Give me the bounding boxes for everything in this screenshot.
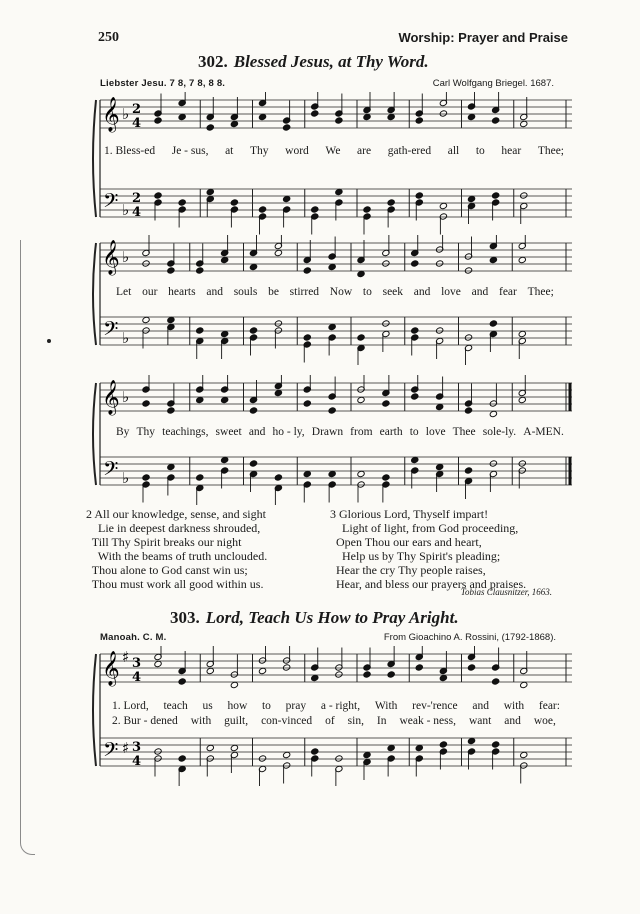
- hymn-303-number: 303.: [170, 608, 200, 627]
- lyric-syllable: con-vinced: [261, 715, 313, 727]
- lyric-syllable: guilt,: [224, 715, 249, 727]
- lyric-syllable: with: [190, 715, 212, 727]
- lyric-syllable: how: [227, 700, 248, 712]
- lyric-syllable: from: [350, 426, 373, 438]
- lyric-syllable: fear: [499, 286, 517, 298]
- hymn-303-title: [170, 608, 459, 628]
- svg-text:♭: ♭: [122, 469, 130, 487]
- lyric-syllable: all: [447, 145, 460, 157]
- lyric-syllable: and: [471, 286, 489, 298]
- svg-text:𝄢: 𝄢: [103, 317, 119, 345]
- lyric-syllable: earth: [379, 426, 403, 438]
- lyric-syllable: ho - ly,: [272, 426, 305, 438]
- lyric-syllable: A-MEN.: [523, 426, 564, 438]
- lyric-syllable: and: [206, 286, 223, 298]
- lyric-syllable: and: [413, 286, 431, 298]
- lyric-syllable: our: [142, 286, 158, 298]
- lyric-syllable: By: [116, 426, 130, 438]
- lyric-syllable: word: [285, 145, 309, 157]
- svg-text:♯: ♯: [122, 648, 130, 666]
- svg-text:𝄞: 𝄞: [102, 97, 120, 132]
- lyric-syllable: souls: [233, 286, 258, 298]
- hymn-303-composer: From Gioachino A. Rossini, (1792-1868).: [383, 632, 556, 643]
- margin-dot: [47, 339, 51, 343]
- lyric-syllable: Je - sus,: [171, 145, 209, 157]
- svg-text:2: 2: [132, 102, 142, 117]
- lyric-syllable: us: [202, 700, 213, 712]
- lyric-syllable: sweet: [215, 426, 242, 438]
- page-number: 250: [98, 30, 119, 45]
- lyric-syllable: be: [268, 286, 279, 298]
- lyric-syllable: Drawn: [311, 426, 344, 438]
- lyric-syllable: With: [374, 700, 398, 712]
- music-staff: [82, 375, 572, 505]
- svg-text:𝄞: 𝄞: [102, 380, 120, 415]
- lyric-line: [104, 145, 564, 157]
- hymn-302-author: Tobias Clausnitzer, 1663.: [460, 587, 552, 597]
- lyric-syllable: to: [475, 145, 485, 157]
- music-staff: [82, 92, 572, 237]
- lyric-line: [116, 286, 554, 298]
- svg-text:𝄢: 𝄢: [103, 738, 119, 766]
- lyric-syllable: love: [425, 426, 446, 438]
- svg-text:3: 3: [132, 740, 142, 755]
- lyric-syllable: pray: [285, 700, 307, 712]
- lyric-syllable: to: [362, 286, 372, 298]
- lyric-syllable: Let: [116, 286, 132, 298]
- svg-text:2: 2: [132, 191, 142, 206]
- lyric-syllable: hearts: [168, 286, 196, 298]
- lyric-syllable: hear: [501, 145, 522, 157]
- binding-edge-line: [20, 240, 35, 855]
- lyric-syllable: love: [441, 286, 461, 298]
- stanza-2: 2 All our knowledge, sense, and sight Lie in deepest darkness shrouded, Till Thy Spirit breaks our night With the beams of truth unclouded. Thou alone to God canst win us; Thou must work all good within us.: [86, 507, 268, 591]
- lyric-syllable: and: [472, 700, 489, 712]
- hymn-303-tune: Manoah. C. M.: [100, 632, 167, 643]
- lyric-syllable: 2. Bur - dened: [112, 715, 178, 727]
- svg-text:4: 4: [132, 116, 142, 131]
- lyric-syllable: of: [325, 715, 335, 727]
- svg-text:♭: ♭: [122, 329, 130, 347]
- hymn-302-system-1: [82, 92, 572, 237]
- lyric-syllable: Thee: [452, 426, 476, 438]
- lyric-syllable: to: [409, 426, 419, 438]
- svg-text:4: 4: [132, 670, 142, 685]
- hymn-302-number: 302.: [198, 52, 228, 71]
- lyric-syllable: to: [261, 700, 271, 712]
- svg-text:𝄞: 𝄞: [102, 651, 120, 686]
- lyric-syllable: In: [376, 715, 387, 727]
- lyric-syllable: Thy: [136, 426, 156, 438]
- lyric-syllable: are: [357, 145, 372, 157]
- hymn-302-composer: Carl Wolfgang Briegel. 1687.: [432, 78, 554, 89]
- lyric-syllable: teach: [163, 700, 188, 712]
- lyric-line: [112, 715, 556, 727]
- lyric-syllable: and: [248, 426, 266, 438]
- lyric-syllable: Thee;: [527, 286, 554, 298]
- lyric-line: [116, 426, 564, 438]
- lyric-syllable: fear:: [538, 700, 560, 712]
- svg-text:♭: ♭: [122, 105, 130, 123]
- lyric-syllable: weak - ness,: [399, 715, 456, 727]
- svg-text:♯: ♯: [122, 739, 130, 757]
- svg-text:4: 4: [132, 205, 142, 220]
- music-staff: [82, 235, 572, 365]
- lyric-syllable: at: [225, 145, 234, 157]
- lyric-syllable: seek: [382, 286, 404, 298]
- svg-text:♭: ♭: [122, 248, 130, 266]
- svg-text:♭: ♭: [122, 388, 130, 406]
- lyric-syllable: woe,: [533, 715, 556, 727]
- lyric-syllable: Thee;: [537, 145, 564, 157]
- hymn-302-title-text: Blessed Jesus, at Thy Word.: [233, 52, 429, 71]
- lyric-syllable: sole-ly.: [482, 426, 517, 438]
- lyric-syllable: teachings,: [162, 426, 209, 438]
- svg-text:3: 3: [132, 656, 142, 671]
- lyric-syllable: Thy: [250, 145, 269, 157]
- hymn-302-tune: Liebster Jesu. 7 8, 7 8, 8 8.: [100, 78, 226, 89]
- lyric-syllable: and: [504, 715, 521, 727]
- hymn-302-title: [198, 52, 429, 72]
- lyric-syllable: stirred: [289, 286, 320, 298]
- hymn-303-title-text: Lord, Teach Us How to Pray Aright.: [205, 608, 459, 627]
- svg-text:𝄢: 𝄢: [103, 457, 119, 485]
- lyric-syllable: with: [503, 700, 525, 712]
- stanza-3: 3 Glorious Lord, Thyself impart! Light of light, from God proceeding, Open Thou our ears and heart, Help us by Thy Spirit's pleading; Hear the cry Thy people raises, Hear, and bless our prayers and praises.: [330, 507, 527, 591]
- lyric-line: [112, 700, 560, 712]
- svg-text:𝄢: 𝄢: [103, 189, 119, 217]
- lyric-syllable: rev-'rence: [412, 700, 458, 712]
- hymn-302-system-2: [82, 235, 572, 365]
- section-heading: Worship: Prayer and Praise: [398, 30, 568, 45]
- lyric-syllable: 1. Bless-ed: [104, 145, 156, 157]
- lyric-syllable: sin,: [347, 715, 364, 727]
- lyric-syllable: want: [468, 715, 492, 727]
- lyric-syllable: 1. Lord,: [112, 700, 149, 712]
- lyric-syllable: gath-ered: [387, 145, 432, 157]
- lyric-syllable: Now: [329, 286, 353, 298]
- svg-text:♭: ♭: [122, 201, 130, 219]
- svg-text:𝄞: 𝄞: [102, 240, 120, 275]
- lyric-syllable: We: [325, 145, 341, 157]
- svg-text:4: 4: [132, 754, 142, 769]
- lyric-syllable: a - right,: [320, 700, 361, 712]
- hymn-302-system-3: [82, 375, 572, 505]
